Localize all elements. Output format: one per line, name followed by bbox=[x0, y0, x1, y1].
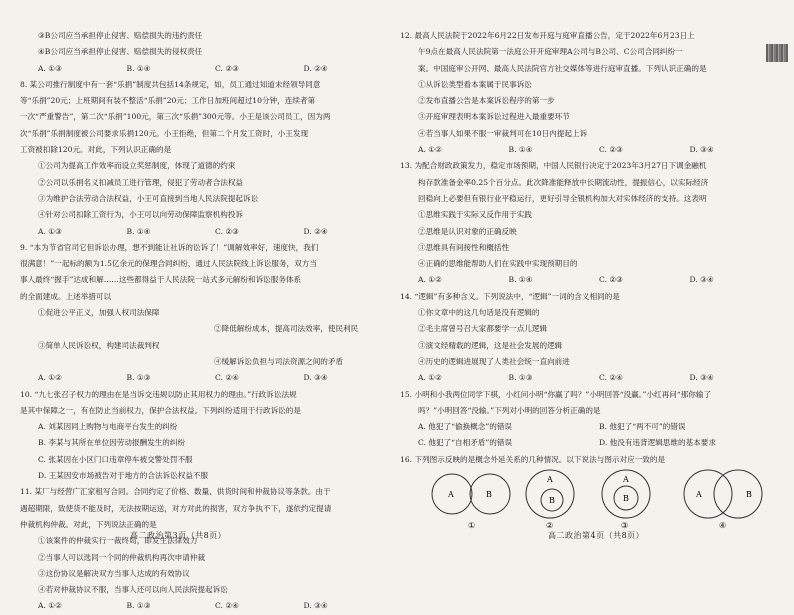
text-line: 是其中保障之一，有在防止当前权力，保护合法权益。下列纠纷适用于行政诉讼的是 bbox=[20, 405, 301, 415]
text-line: ③为维护合法劳动合法权益，小王可直接到当地人民法院提起诉讼 bbox=[38, 193, 259, 203]
right-page-footer: 高二政治第4页（共8页） bbox=[548, 531, 645, 540]
venn3-label-b: B bbox=[623, 494, 629, 503]
venn2-label-b: B bbox=[549, 496, 555, 505]
venn-overlapping bbox=[684, 470, 762, 530]
venn-nested-b-in-a-alt bbox=[602, 470, 650, 530]
answer-option: C. ②④ bbox=[215, 373, 239, 383]
text-line: 午9点在最高人民法院第一法庭公开开庭审理A公司与B公司、C公司合同纠纷一 bbox=[418, 47, 683, 57]
answer-option: A. ①③ bbox=[38, 63, 62, 73]
text-line: 13. 为配合财政政策发力，稳定市场预期，中国人民银行决定于2023年3月27日下调金融机 bbox=[400, 161, 707, 171]
text-line: 等“乐捐”20元；上班期间有装不整活“乐捐”20元；工作日加班间超过10分钟，连续者第 bbox=[20, 96, 316, 106]
answer-options-row bbox=[14, 598, 392, 614]
text-line: ②降低解纷成本，提高司法效率，使民利民 bbox=[214, 324, 359, 334]
answer-option: B. ①④ bbox=[508, 275, 533, 285]
answer-option: D. ③④ bbox=[689, 373, 714, 383]
answer-option: C. ②③ bbox=[599, 145, 623, 155]
text-line: ④历史的逻辑进展现了人类社会统一直向前进 bbox=[418, 356, 570, 366]
answer-option: A. ①② bbox=[38, 373, 62, 383]
text-line: 11. 某厂与经营广汇家租写合同。合同约定了价格、数量、供货时间和仲裁协议等条款。由于 bbox=[20, 487, 331, 497]
text-line: 8. 某公司推行制度中有一套“乐捐”制度共包括14条规定，如，员工通过知道未经领导同意 bbox=[20, 79, 321, 89]
text-line: 10. “九七张召子权力的理由在是当诉交违规以防止其用权力的理由。”行政诉讼法规 bbox=[20, 389, 297, 399]
venn-diagram-figure bbox=[430, 468, 770, 530]
answer-option: C. ②④ bbox=[599, 373, 623, 383]
venn-number-4: ④ bbox=[719, 521, 727, 530]
text-line: 工资被扣除120元。对此，下列认识正确的是 bbox=[20, 145, 172, 155]
answer-option: D. ③④ bbox=[689, 275, 714, 285]
answer-option: A. ①② bbox=[38, 601, 62, 611]
text-line: ②公司以乐捐名义扣减员工进行管理，侵犯了劳动者合法权益 bbox=[38, 177, 244, 187]
venn4-label-a: A bbox=[696, 490, 702, 499]
venn3-label-a: A bbox=[623, 475, 629, 484]
text-line: 吗？”小明回答“没输。”下列对小明的回答分析正确的是 bbox=[418, 405, 601, 415]
text-line: 事人最终“握手”达成和解……这些都得益于人民法院一站式多元解纷和诉讼服务体系 bbox=[20, 275, 302, 285]
text-line: ③这份协议是解决双方当事人达成的有效协议 bbox=[38, 568, 190, 578]
text-line: ③思维具有间接性和概括性 bbox=[418, 242, 510, 252]
text-line: 14. “逻辑”有多种含义。下列说法中，“逻辑”一词的含义相同的是 bbox=[400, 291, 620, 301]
text-line: 很满意！”一起标的额为1.5亿余元的保理合同纠纷，通过人民法院线上诉讼服务，双方当 bbox=[20, 259, 317, 269]
answer-option: D. ③④ bbox=[689, 145, 714, 155]
text-line: 回稳向上必要但有银行业平稳运行，更好引导全银机构加大对实体经济的支持。这表明 bbox=[418, 193, 707, 203]
text-line: ④正确的思维能帮助人们在实践中实现预期目的 bbox=[418, 259, 578, 269]
text-line: 仲裁机构仲裁。对此，下列说法正确的是 bbox=[20, 519, 157, 529]
text-line: ④B公司应当承担停止侵害、赔偿损失的侵权责任 bbox=[38, 47, 203, 57]
answer-option: D. ③④ bbox=[303, 601, 328, 611]
text-line: 16. 下列图示反映的是概念外延关系的几种情况。以下说法与图示对应一致的是 bbox=[400, 454, 666, 464]
answer-options-row bbox=[400, 419, 780, 435]
text-line: ③演文经精载的逻辑，这是社会发展的逻辑 bbox=[418, 340, 563, 350]
answer-option: B. ①④ bbox=[508, 145, 533, 155]
answer-option: A. ①③ bbox=[38, 226, 62, 236]
answer-option: C. ②③ bbox=[599, 275, 623, 285]
answer-option: C. ②③ bbox=[215, 63, 239, 73]
text-line: 的全面建成。上述举措可以 bbox=[20, 291, 112, 301]
answer-option: D. ③④ bbox=[303, 373, 328, 383]
left-page-footer: 高二政治第3页（共8页） bbox=[130, 531, 227, 540]
answer-option: B. ①③ bbox=[508, 373, 533, 383]
answer-option: D. ②④ bbox=[303, 63, 328, 73]
answer-option: C. 他犯了“自相矛盾”的错误 bbox=[418, 438, 513, 448]
answer-options-row bbox=[400, 142, 780, 158]
text-line: 案。中国庭审公开网、最高人民法院官方社交媒体等进行庭审直播。下列认识正确的是 bbox=[418, 63, 707, 73]
answer-options-row bbox=[400, 370, 780, 386]
venn1-label-a: A bbox=[448, 490, 454, 499]
venn-number-2: ② bbox=[546, 521, 554, 530]
text-line: ①公司为提高工作效率而设立奖惩制度，体现了道德的约束 bbox=[38, 161, 236, 171]
text-line: ①思维实践于实际又反作用于实践 bbox=[418, 210, 532, 220]
answer-option: A. ①② bbox=[418, 145, 442, 155]
venn-number-3: ③ bbox=[621, 521, 629, 530]
answer-option: B. 他犯了“两不可”的错误 bbox=[599, 422, 686, 432]
answer-option: A. ①② bbox=[418, 373, 442, 383]
text-line: ①促进公平正义，加强人权司法保障 bbox=[38, 308, 160, 318]
answer-option: C. ②④ bbox=[215, 601, 239, 611]
answer-options-row bbox=[14, 370, 392, 386]
text-line: B. 李某与其所在单位因劳动报酬发生的纠纷 bbox=[38, 438, 186, 448]
venn2-label-a: A bbox=[547, 475, 553, 484]
text-line: A. 刘某因同上购物与电商平台发生的纠纷 bbox=[38, 422, 178, 432]
text-line: ④针对公司扣除工资行为，小王可以向劳动保障监察机构投诉 bbox=[38, 210, 244, 220]
venn-number-1: ① bbox=[468, 521, 476, 530]
text-line: C. 张某因在小区门口违章停车被交警处罚不服 bbox=[38, 454, 193, 464]
venn-nested-b-in-a bbox=[526, 470, 574, 530]
text-line: 次“乐捐”乐捐制度被公司要求乐捐120元。小王拒绝，但第二个月发工资时，小王发现 bbox=[20, 128, 309, 138]
text-line: ①该案件的仲裁实行一裁终局，即发生法律效力 bbox=[38, 536, 198, 546]
text-line: 9. “本为节省官司它但诉讼办理，想不到能让社诉的讼诉了！”调解效率好，速度快，我们 bbox=[20, 242, 319, 252]
text-line: ②思维是认识对象的正确反映 bbox=[418, 226, 517, 236]
answer-options-row bbox=[400, 272, 780, 288]
venn1-label-b: B bbox=[486, 490, 492, 499]
venn-separate bbox=[432, 474, 510, 530]
left-page bbox=[14, 0, 392, 611]
text-line: ①从诉讼类型看本案属于民事诉讼 bbox=[418, 79, 532, 89]
answer-option: D. ②④ bbox=[303, 226, 328, 236]
text-line: ②毛主席曾号召大家都要学一点儿逻辑 bbox=[418, 324, 548, 334]
text-line: ①你文章中的这几句话是没有逻辑的 bbox=[418, 308, 540, 318]
scan-barcode-mark bbox=[766, 44, 788, 62]
text-line: 构存款准备金率0.25个百分点。此次降准能释放中长期流动性，提振信心，以实际经济 bbox=[418, 177, 709, 187]
text-line: ②发布直播公告是本案诉讼程序的第一步 bbox=[418, 96, 555, 106]
text-line: 15. 小明和小我两位同学下棋，小红问小明“你赢了吗？”小明回答“没赢。”小红再问“那你输了 bbox=[400, 389, 712, 399]
venn4-label-b: B bbox=[746, 490, 752, 499]
answer-options-row bbox=[14, 61, 392, 77]
answer-option: B. ①③ bbox=[126, 373, 151, 383]
text-line: ③开庭审理表明本案诉讼过程进入最重要环节 bbox=[418, 112, 570, 122]
answer-options-row bbox=[14, 224, 392, 240]
answer-option: D. 他没有违背逻辑思维的基本要求 bbox=[599, 438, 716, 448]
text-line: 一次“严重警告”，第二次“乐捐”100元，第三次“乐捐”300元等。小王是该公司员工，因为两 bbox=[20, 112, 331, 122]
text-line: ④缓解诉讼负担与司法资源之间的矛盾 bbox=[214, 356, 344, 366]
text-line: ②当事人可以选同一个同的仲裁机构再次申请仲裁 bbox=[38, 552, 206, 562]
text-line: ③B公司应当承担停止侵害、赔偿损失的违约责任 bbox=[38, 31, 203, 40]
text-line: ④若当事人如果不服一审裁判可在10日内提起上诉 bbox=[418, 128, 588, 138]
answer-options-row bbox=[400, 435, 780, 451]
text-line: ④若对仲裁协议不服，当事人还可以向人民法院提起诉讼 bbox=[38, 585, 228, 595]
text-line: D. 王某因安市场被告对于地方的合法诉讼权益不服 bbox=[38, 471, 209, 481]
answer-option: A. 他犯了“偷换概念”的错误 bbox=[418, 422, 513, 432]
answer-option: B. ①④ bbox=[126, 63, 151, 73]
answer-option: C. ②③ bbox=[215, 226, 239, 236]
text-line: ③简单人民诉讼权，构建司法裁判权 bbox=[38, 340, 160, 350]
answer-option: A. ①② bbox=[418, 275, 442, 285]
answer-option: B. ①③ bbox=[126, 601, 151, 611]
text-line: 遇超期限，致使货不能及时，无法按期运送，对方对此的损害，双方争执不下，遂依约定提请 bbox=[20, 503, 332, 513]
text-line: 12. 最高人民法院于2022年6月22日发布开庭与庭审直播公告，定于2022年6月23日上 bbox=[400, 31, 695, 40]
answer-option: B. ①④ bbox=[126, 226, 151, 236]
